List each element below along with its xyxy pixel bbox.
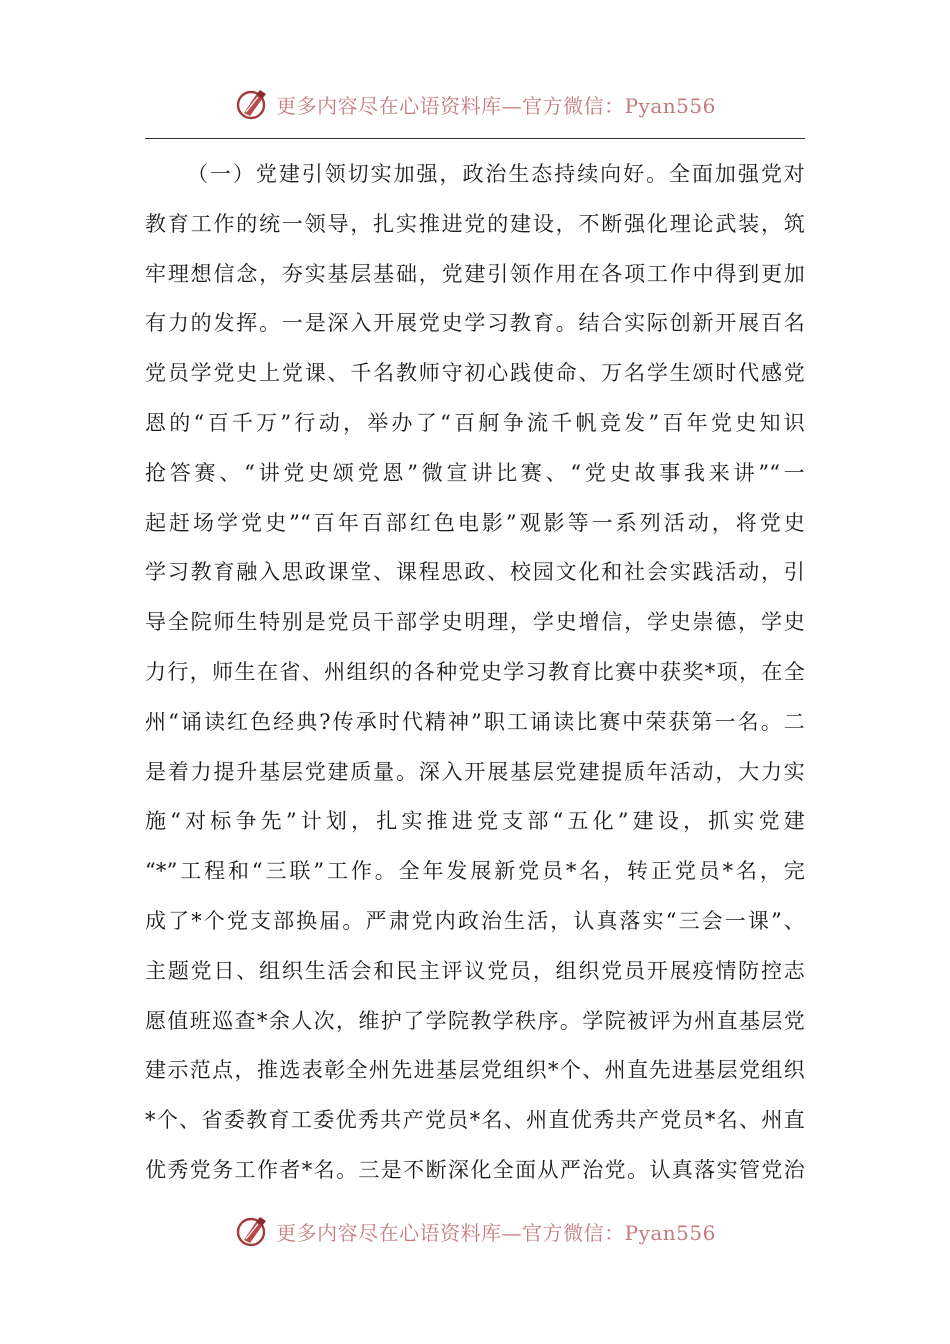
paragraph-line: 牢理想信念，夯实基层基础，党建引领作用在各项工作中得到更加 <box>145 261 805 286</box>
paragraph-line: 州“诵读红色经典?传承时代精神”职工诵读比赛中荣获第一名。二 <box>145 709 805 734</box>
paragraph-line: 是着力提升基层党建质量。深入开展基层党建提质年活动，大力实 <box>145 759 805 784</box>
paragraph-line: 有力的发挥。一是深入开展党史学习教育。结合实际创新开展百名 <box>145 311 805 336</box>
paragraph-line: 起赶场学党史”“百年百部红色电影”观影等一系列活动，将党史 <box>145 510 805 535</box>
watermark-text: 更多内容尽在心语资料库—官方微信：Pyan556 <box>276 1220 716 1245</box>
paragraph-line: 党员学党史上党课、千名教师守初心践使命、万名学生颂时代感党 <box>145 361 805 386</box>
paragraph-line: 恩的“百千万”行动，举办了“百舸争流千帆竞发”百年党史知识 <box>145 410 805 435</box>
paragraph-line: 优秀党务工作者*名。三是不断深化全面从严治党。认真落实管党治 <box>145 1157 805 1182</box>
paragraph-line: （一）党建引领切实加强，政治生态持续向好。全面加强党对 <box>187 162 805 186</box>
watermark-text: 更多内容尽在心语资料库—官方微信：Pyan556 <box>276 93 716 118</box>
paragraph-line: *个、省委教育工委优秀共产党员*名、州直优秀共产党员*名、州直 <box>145 1108 805 1133</box>
header-watermark <box>0 84 950 124</box>
document-body <box>145 150 805 1196</box>
header-divider <box>145 138 805 139</box>
pen-nib-logo-icon <box>234 1213 270 1249</box>
paragraph-line: 愿值班巡查*余人次，维护了学院教学秩序。学院被评为州直基层党 <box>145 1008 805 1033</box>
paragraph-line: 导全院师生特别是党员干部学史明理，学史增信，学史崇德，学史 <box>145 610 805 635</box>
paragraph-line: 成了*个党支部换届。严肃党内政治生活，认真落实“三会一课”、 <box>145 908 805 933</box>
paragraph-line: 教育工作的统一领导，扎实推进党的建设，不断强化理论武装，筑 <box>145 211 805 236</box>
pen-nib-logo-icon <box>234 86 270 122</box>
paragraph-line: 学习教育融入思政课堂、课程思政、校园文化和社会实践活动，引 <box>145 560 805 585</box>
paragraph-line: 抢答赛、“讲党史颂党恩”微宣讲比赛、“党史故事我来讲”“一 <box>145 460 805 485</box>
footer-watermark <box>0 1211 950 1251</box>
paragraph-line: 力行，师生在省、州组织的各种党史学习教育比赛中获奖*项，在全 <box>145 659 805 684</box>
paragraph-line: 建示范点，推选表彰全州先进基层党组织*个、州直先进基层党组织 <box>145 1058 805 1083</box>
paragraph-line: 主题党日、组织生活会和民主评议党员，组织党员开展疫情防控志 <box>145 958 805 983</box>
paragraph-line: “*”工程和“三联”工作。全年发展新党员*名，转正党员*名，完 <box>145 859 805 884</box>
paragraph-line: 施“对标争先”计划，扎实推进党支部“五化”建设，抓实党建 <box>145 809 805 834</box>
